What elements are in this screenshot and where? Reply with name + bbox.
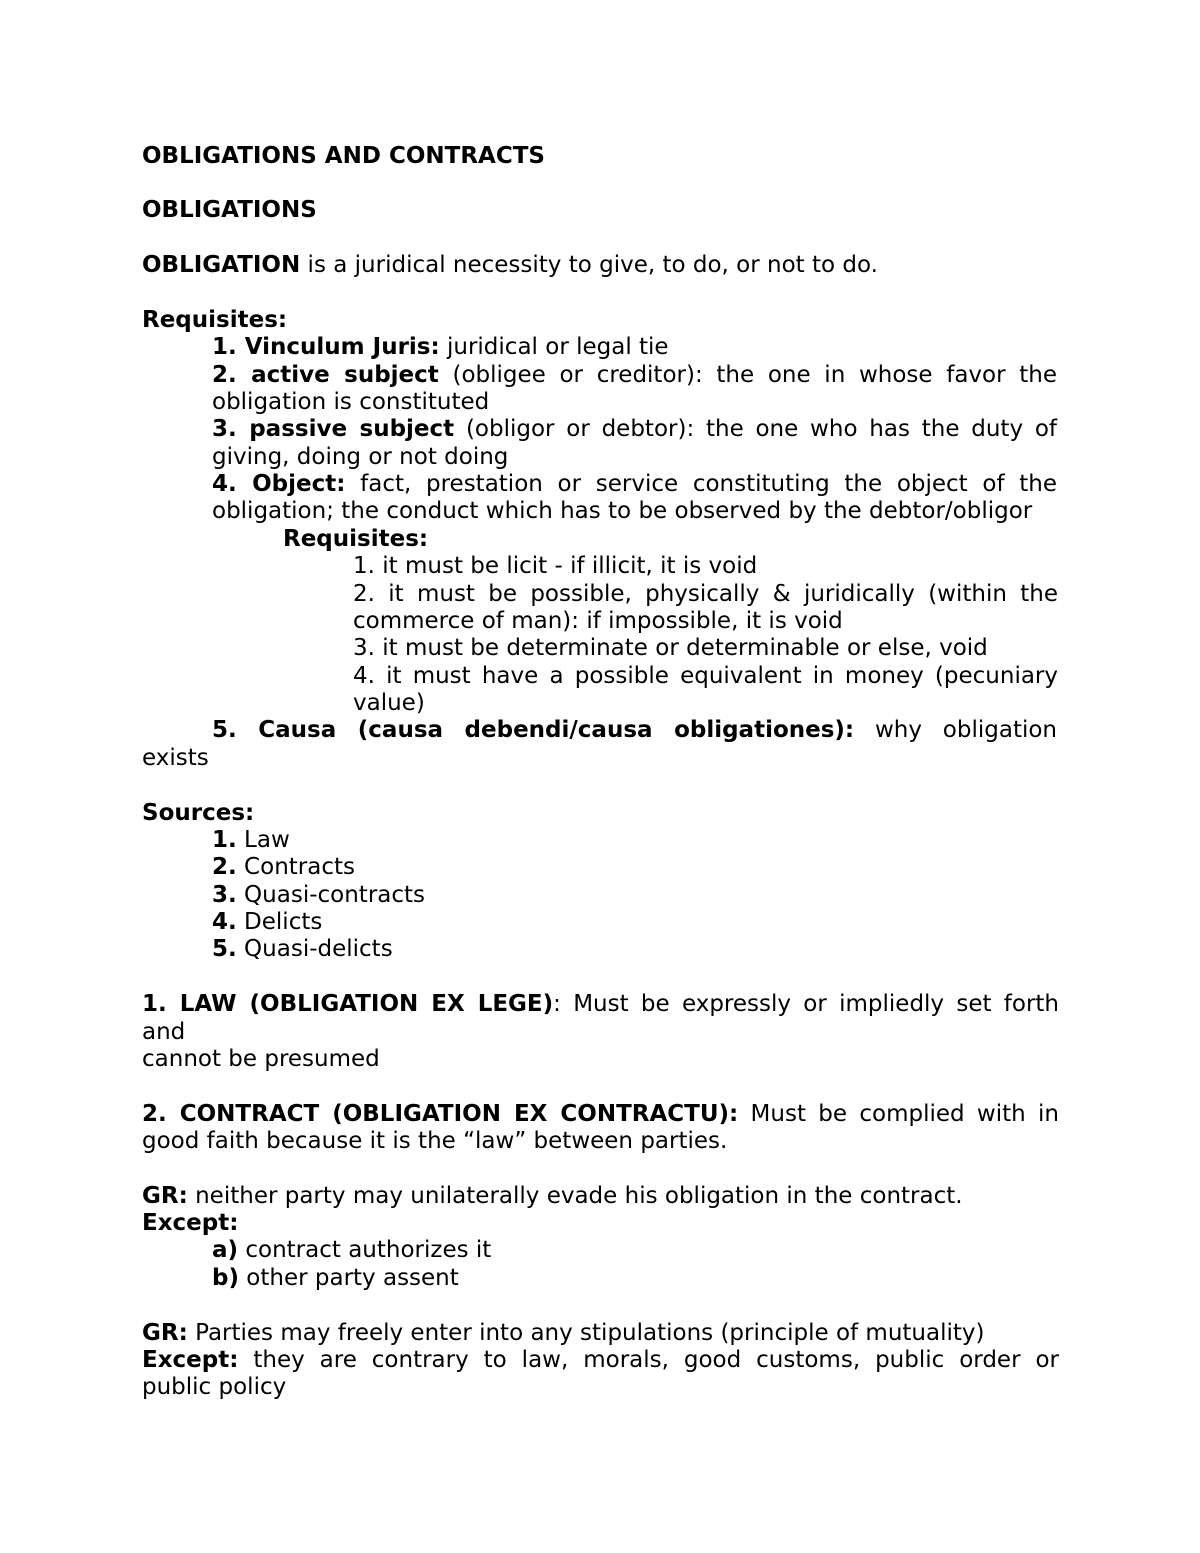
requisite-item-4-cont: obligation; the conduct which has to be observed by the debtor/obligor: [212, 498, 1033, 524]
object-requisite-4: 4. it must have a possible equivalent in money (pecuniary: [353, 663, 1058, 689]
requisite-item-3-cont: giving, doing or not doing: [212, 444, 509, 470]
source-item: 1. Law: [212, 827, 290, 853]
source-item: 3. Quasi-contracts: [212, 882, 426, 908]
exception-item-b: b) other party assent: [212, 1265, 459, 1291]
law-paragraph: 1. LAW (OBLIGATION EX LEGE): Must be expressly or impliedly set forth: [142, 991, 1060, 1017]
general-rule-1: GR: neither party may unilaterally evade his obligation in the contract.: [142, 1183, 963, 1209]
exception-paragraph: Except: they are contrary to law, morals, good customs, public order or: [142, 1347, 1059, 1373]
requisite-item-4: 4. Object: fact, prestation or service constituting the object of the: [212, 471, 1057, 497]
requisites-heading: Requisites:: [142, 307, 288, 333]
source-item: 5. Quasi-delicts: [212, 936, 393, 962]
contract-paragraph: 2. CONTRACT (OBLIGATION EX CONTRACTU): Must be complied with in: [142, 1101, 1059, 1127]
section-heading: OBLIGATIONS: [142, 197, 317, 223]
requisite-item-1: 1. Vinculum Juris: juridical or legal tie: [212, 334, 669, 360]
object-requisite-2: 2. it must be possible, physically & juridically (within the: [353, 581, 1058, 607]
exception-heading: Except:: [142, 1210, 239, 1236]
requisite-item-2-cont: obligation is constituted: [212, 389, 490, 415]
object-requisite-3: 3. it must be determinate or determinable or else, void: [353, 635, 988, 661]
document-title: OBLIGATIONS AND CONTRACTS: [142, 143, 545, 169]
general-rule-2: GR: Parties may freely enter into any stipulations (principle of mutuality): [142, 1320, 985, 1346]
exception-paragraph-cont: public policy: [142, 1374, 287, 1400]
sources-heading: Sources:: [142, 800, 255, 826]
object-requisite-1: 1. it must be licit - if illicit, it is void: [353, 553, 758, 579]
definition-line: OBLIGATION is a juridical necessity to give, to do, or not to do.: [142, 252, 878, 278]
source-item: 4. Delicts: [212, 909, 323, 935]
source-item: 2. Contracts: [212, 854, 355, 880]
requisite-item-5-cont: exists: [142, 745, 209, 771]
requisite-item-5: 5. Causa (causa debendi/causa obligationes): why obligation: [212, 717, 1058, 743]
object-requisite-4-cont: value): [353, 690, 425, 716]
law-paragraph-cont: and: [142, 1019, 186, 1045]
object-requisites-heading: Requisites:: [283, 526, 429, 552]
exception-item-a: a) contract authorizes it: [212, 1237, 492, 1263]
object-requisite-2-cont: commerce of man): if impossible, it is void: [353, 608, 843, 634]
requisite-item-2: 2. active subject (obligee or creditor): the one in whose favor the: [212, 362, 1057, 388]
contract-paragraph-cont: good faith because it is the “law” between parties.: [142, 1128, 728, 1154]
requisite-item-3: 3. passive subject (obligor or debtor): the one who has the duty of: [212, 416, 1057, 442]
law-paragraph-cont: cannot be presumed: [142, 1046, 380, 1072]
